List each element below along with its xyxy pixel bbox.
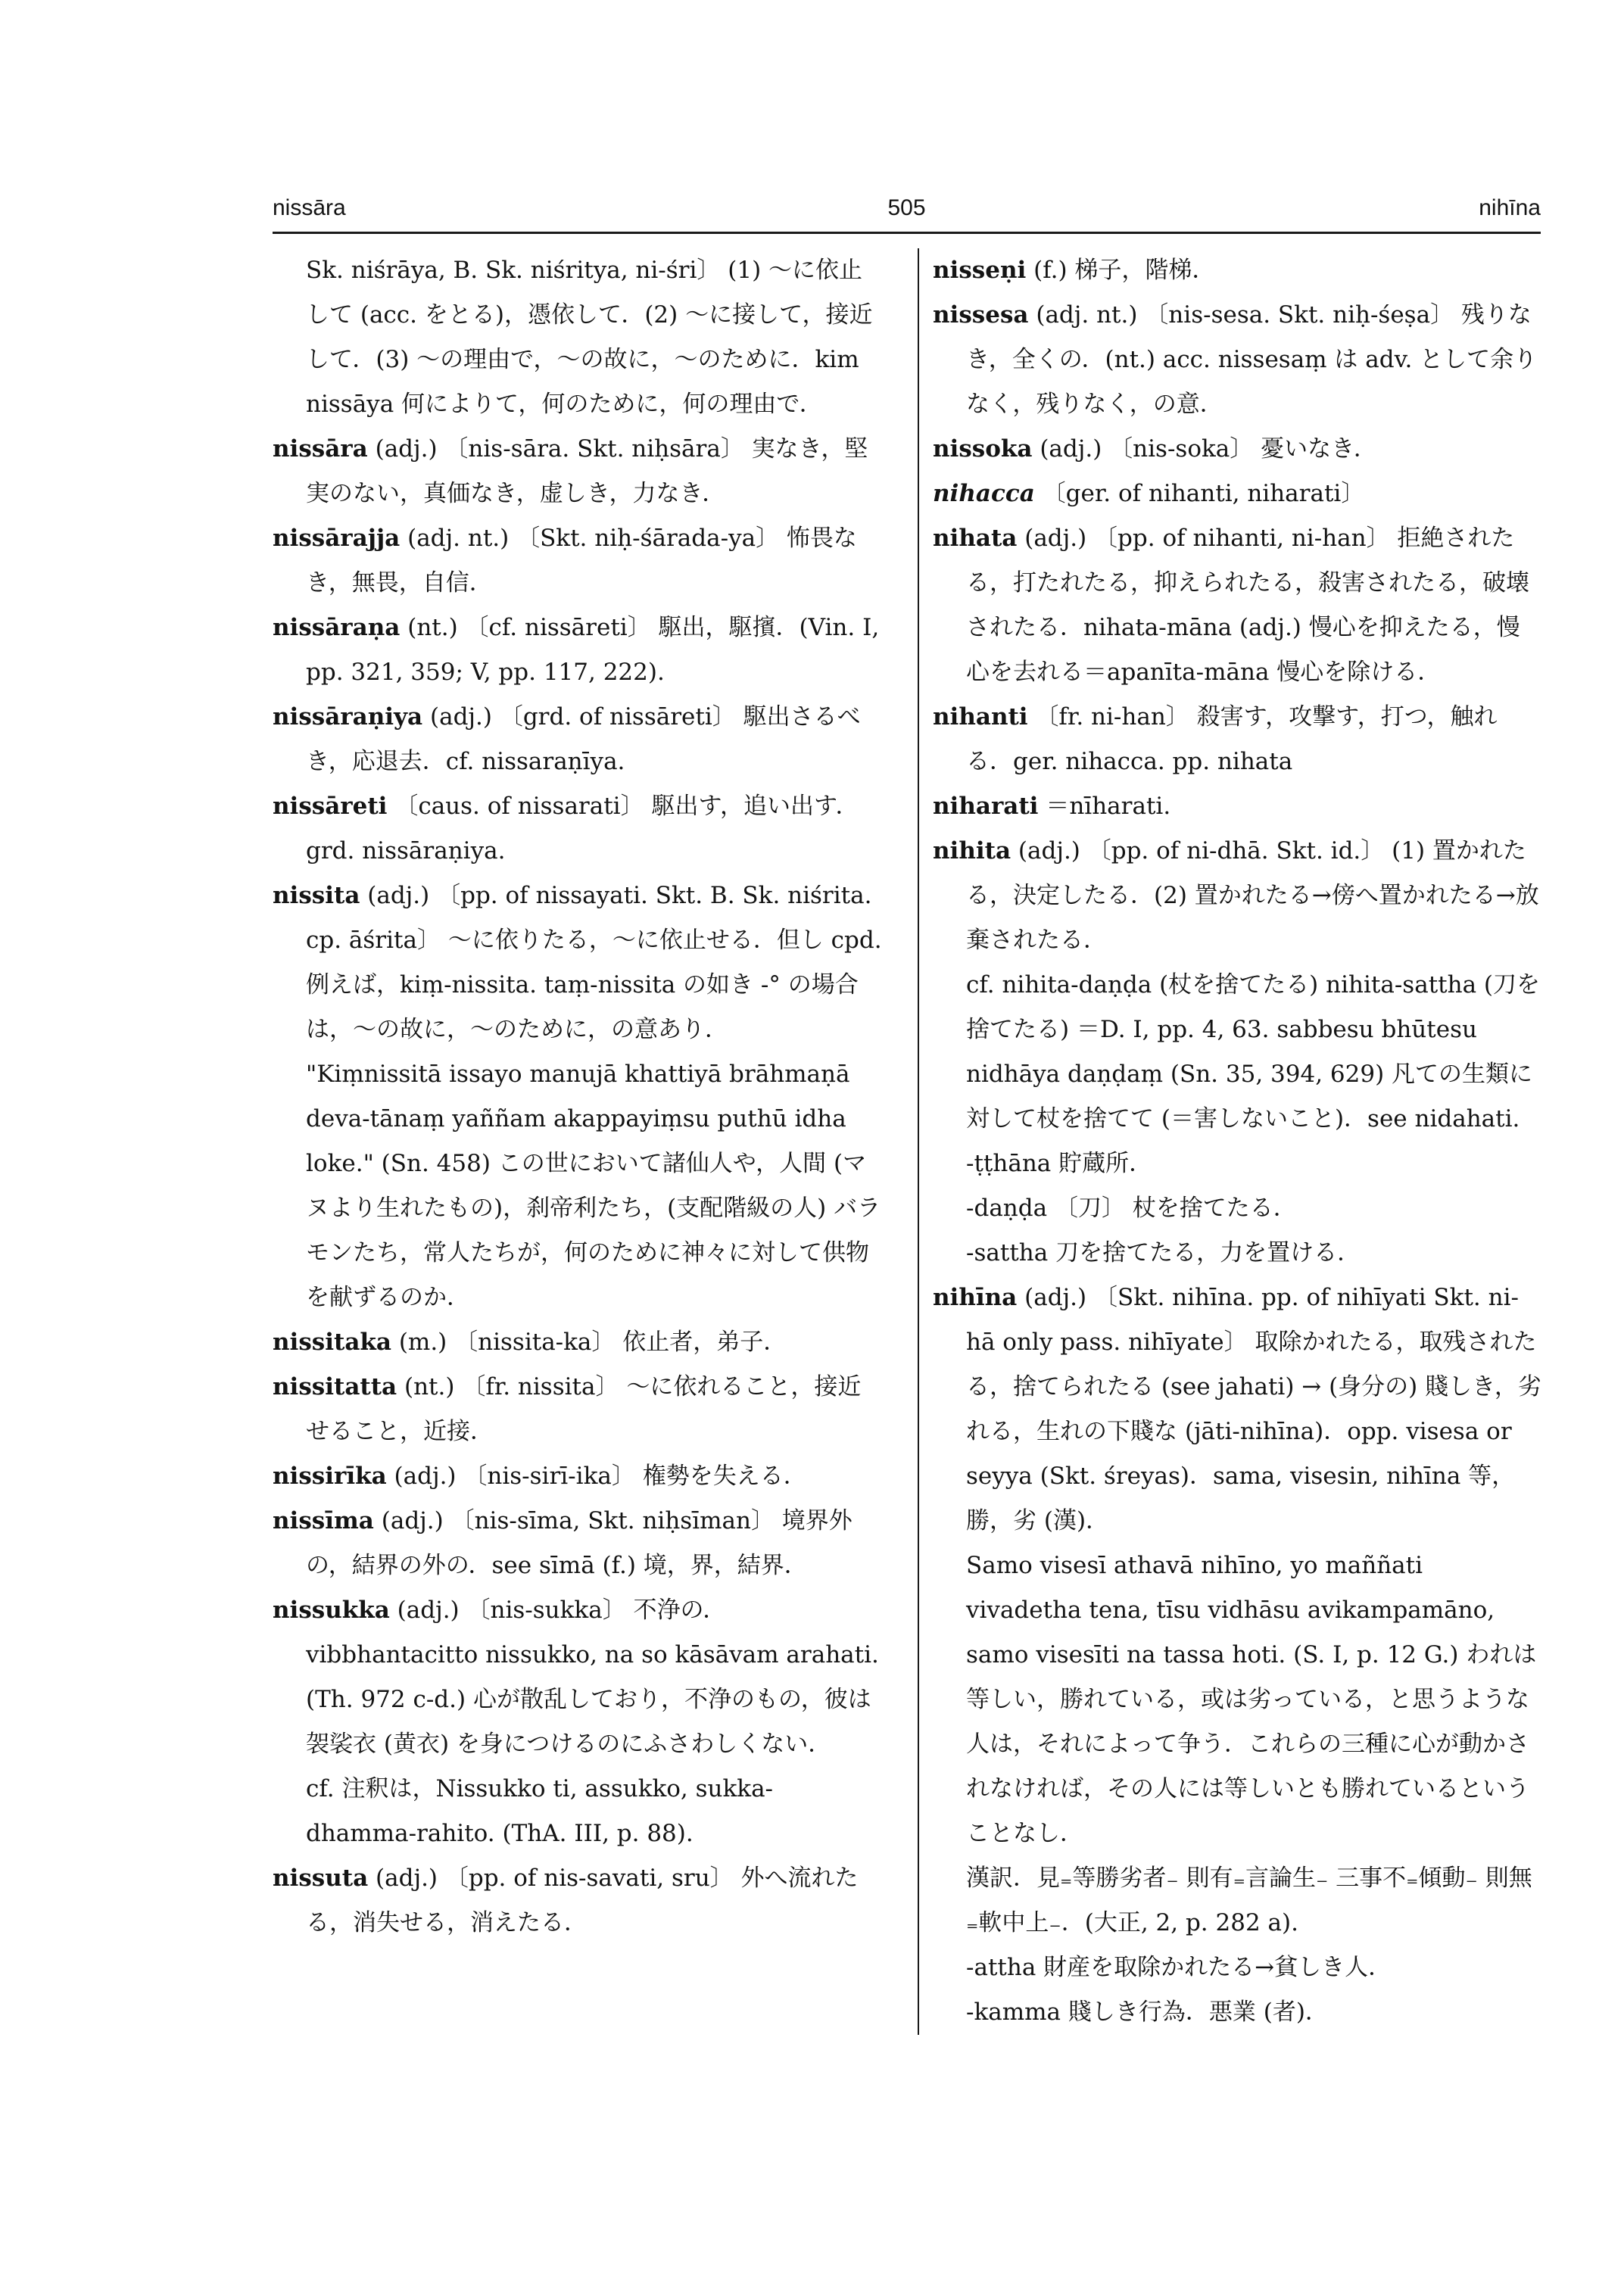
headword: nihacca (933, 480, 1035, 507)
headword: nissirīka (273, 1463, 387, 1490)
compound-subentry: -ṭṭhāna 貯蔵所． (966, 1150, 1153, 1177)
headword: nissīma (273, 1507, 374, 1534)
headword: nihata (933, 525, 1018, 552)
compound-subentry: -daṇḍa 〔刀〕 杖を捨てたる． (966, 1195, 1297, 1222)
dictionary-entry: nissāra (adj.) 〔nis-sāra. Skt. niḥsāra〕 実なき，堅実のない，真価なき，虚しき，力なき． (273, 435, 868, 507)
dictionary-entry: nihanti 〔fr. ni-han〕 殺害す，攻撃す，打つ，触れる．ger. nihacca. pp. nihata (933, 703, 1498, 775)
dictionary-entry: nissirīka (adj.) 〔nis-sirī-ika〕 権勢を失える． (273, 1463, 807, 1490)
dictionary-entry: nissīma (adj.) 〔nis-sīma, Skt. niḥsīman〕 境界外の，結界の外の．see sīmā (f.) 境，界，結界． (273, 1507, 853, 1579)
compound-subentry: -sattha 刀を捨てたる，力を置ける． (966, 1239, 1361, 1266)
example-quote: cf. nihita-daṇḍa (杖を捨てたる) nihita-sattha (刀を捨てたる) ＝D. I, pp. 4, 63. sabbesu bhūtesu nidhāya daṇḍaṃ (Sn. 35, 394, 629) 凡ての生類に対して杖を捨てて (＝害しないこと)．see nidahati. (966, 971, 1541, 1132)
dictionary-entry: nihacca 〔ger. of nihanti, niharati〕 (933, 480, 1365, 507)
dictionary-entry: nissoka (adj.) 〔nis-soka〕 憂いなき． (933, 435, 1377, 463)
headword: nissāraṇiya (273, 703, 423, 731)
dictionary-entry: nissārajja (adj. nt.) 〔Skt. niḥ-śārada-ya〕 怖畏なき，無畏，自信． (273, 525, 857, 597)
dictionary-entry: nissāraṇiya (adj.) 〔grd. of nissāreti〕 駆出さるべき，応退去．cf. nissaraṇīya. (273, 703, 861, 775)
example-quote: cf. 注釈は，Nissukko ti, assukko, sukka-dhamma-rahito. (ThA. III, p. 88). (306, 1775, 774, 1847)
left-column (273, 248, 882, 1946)
headword: nissārajja (273, 525, 401, 552)
headword: nissita (273, 882, 360, 909)
headword: nihanti (933, 703, 1028, 731)
dictionary-entry: nissāreti 〔caus. of nissarati〕 駆出す，追い出す．grd. nissāraṇiya. (273, 793, 859, 865)
compound-subentry: -kamma 賤しき行為．悪業 (者)． (966, 1999, 1329, 2026)
example-quote: Samo visesī athavā nihīno, yo maññati vivadetha tena, tīsu vidhāsu avikampamāno, samo visesīti na tassa hoti. (S. I, p. 12 G.) われは等しい，勝れている，或は劣っている，と思うような人は，それによって争う．これらの三種に心が動かされなければ，その人には等しいとも勝れているということなし． (966, 1552, 1537, 1847)
page-number: 505 (887, 195, 926, 220)
header-left-guide-word: nissāra (273, 195, 346, 220)
dictionary-entry: nissuta (adj.) 〔pp. of nis-savati, sru〕 外へ流れたる，消失せる，消えたる． (273, 1865, 859, 1936)
headword: nissukka (273, 1597, 390, 1624)
example-quote: vibbhantacitto nissukko, na so kāsāvam arahati. (Th. 972 c-d.) 心が散乱しており，不浄のもの，彼は袈裟衣 (黄衣) を身につけるのにふさわしくない． (306, 1641, 879, 1758)
headword: nissitatta (273, 1373, 397, 1400)
headword: nihita (933, 837, 1011, 865)
headword: nissāra (273, 435, 368, 463)
dictionary-entry: nissesa (adj. nt.) 〔nis-sesa. Skt. niḥ-śeṣa〕 残りなき，全くの．(nt.) acc. nissesaṃ は adv. として余りなく，残りなく，の意． (933, 301, 1538, 418)
translation-note: 漢訳．見₌等勝劣者₋ 則有₌言論生₋ 三事不₌傾動₋ 則無₌軟中上₋．(大正, 2, p. 282 a). (966, 1865, 1532, 1936)
headword: nisseṇi (933, 257, 1027, 284)
column-divider (918, 248, 919, 2035)
dictionary-entry: nissitatta (nt.) 〔fr. nissita〕 ～に依れること，接近せること，近接． (273, 1373, 862, 1445)
headword: nissāraṇa (273, 614, 401, 641)
dictionary-entry: nissukka (adj.) 〔nis-sukka〕 不浄の． (273, 1597, 727, 1624)
dictionary-entry: niharati ＝nīharati. (933, 793, 1171, 820)
compound-subentry: -attha 財産を取除かれたる→貧しき人． (966, 1954, 1392, 1981)
headword: nissāreti (273, 793, 388, 820)
headword: nissesa (933, 301, 1029, 329)
header-right-guide-word: nihīna (1479, 195, 1541, 220)
headword: nihīna (933, 1284, 1018, 1311)
dictionary-entry: Sk. niśrāya, B. Sk. niśritya, ni-śri〕 (1) ～に依止して (acc. をとる)，憑依して．(2) ～に接して，接近して．(3) ～の理由で，～の故に，～のために．kim nissāya 何によりて，何のために，何の理由で． (306, 257, 873, 418)
headword: nissuta (273, 1865, 369, 1892)
dictionary-entry: nissita (adj.) 〔pp. of nissayati. Skt. B. Sk. niśrita. cp. āśrita〕 ～に依りたる，～に依止せる．但し cpd. 例えば，kiṃ-nissita. taṃ-nissita の如き -° の場合は，～の故に，～のために，の意あり． (273, 882, 882, 1043)
dictionary-entry: nissāraṇa (nt.) 〔cf. nissāreti〕 駆出，駆擯．(Vin. I, pp. 321, 359; V, pp. 117, 222). (273, 614, 880, 686)
headword: nissitaka (273, 1329, 391, 1356)
page-header (273, 195, 1541, 233)
dictionary-entry: nisseṇi (f.) 梯子，階梯． (933, 257, 1216, 284)
headword: niharati (933, 793, 1039, 820)
right-column (933, 248, 1542, 2035)
headword: nissoka (933, 435, 1033, 463)
dictionary-entry: nihata (adj.) 〔pp. of nihanti, ni-han〕 拒絶されたる，打たれたる，抑えられたる，殺害されたる，破壊されたる．nihata-māna (adj.) 慢心を抑えたる，慢心を去れる＝apanīta-māna 慢心を除ける． (933, 525, 1529, 686)
dictionary-entry: nihīna (adj.) 〔Skt. nihīna. pp. of nihīyati Skt. ni-hā only pass. nihīyate〕 取除かれたる，取残されたる，捨てられたる (see jahati) → (身分の) 賤しき，劣れる，生れの下賤な (jāti-nihīna)．opp. visesa or seyya (Skt. śreyas)．sama, visesin, nihīna 等，勝，劣 (漢)． (933, 1284, 1541, 1534)
example-quote: "Kiṃnissitā issayo manujā khattiyā brāhmaṇā deva-tānaṃ yaññam akappayiṃsu puthū idha loke." (Sn. 458) この世において諸仙人や，人間 (マヌより生れたもの)，刹帝利たち，(支配階級の人) バラモンたち，常人たちが，何のために神々に対して供物を献ずるのか． (306, 1061, 881, 1311)
header-rule (273, 232, 1541, 234)
dictionary-entry: nihita (adj.) 〔pp. of ni-dhā. Skt. id.〕 (1) 置かれたる，決定したる．(2) 置かれたる→傍へ置かれたる→放棄されたる． (933, 837, 1539, 954)
dictionary-entry: nissitaka (m.) 〔nissita-ka〕 依止者，弟子． (273, 1329, 787, 1356)
